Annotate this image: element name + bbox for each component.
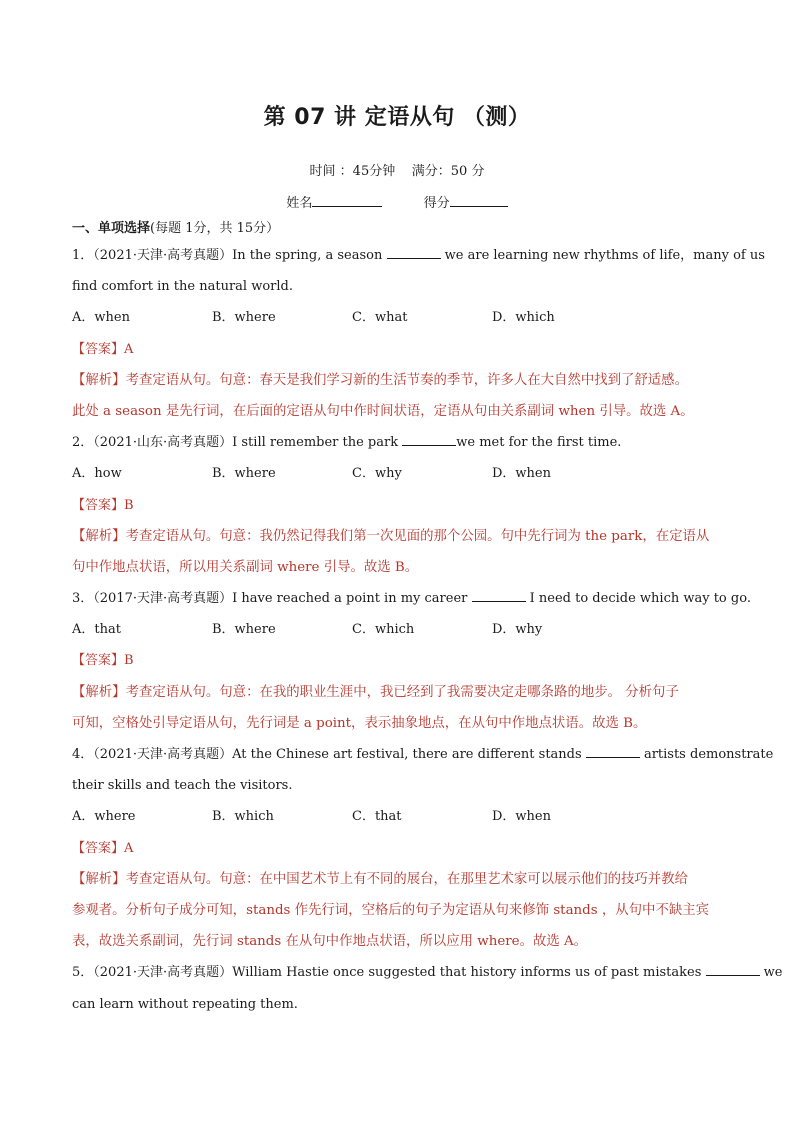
answer-q2: 【答案】B: [72, 497, 134, 513]
answer-q1: 【答案】A: [72, 341, 134, 357]
option-b[interactable]: B．where: [212, 466, 276, 482]
name-score-fields: [72, 192, 722, 211]
option-a[interactable]: A．that: [72, 622, 121, 638]
option-d[interactable]: D．when: [492, 466, 551, 482]
answer-q4: 【答案】A: [72, 840, 134, 856]
answer-blank: [387, 246, 441, 259]
question-2: 2．（2021·山东·高考真题）I still remember the park we met for the first time.: [72, 435, 622, 451]
analysis-q1: 【解析】考查定语从句。句意：春天是我们学习新的生活节奏的季节，许多人在大自然中找到了舒适感。: [72, 372, 688, 388]
name-label: 姓名: [286, 196, 313, 211]
options-q1: [72, 302, 722, 333]
answer-blank: [586, 745, 640, 758]
questions: 一、单项选择(每题 1分，共 15分） 1．（2021·天津·高考真题）In the spring, a season we are learning new rhythms of life，many of us find comfort in the natural world. A．when B．where C．what D．which 【答案】A 【解析】考查定语从句。句意：春天是我们学习新的生活节奏的季节，许多人在大自然中找到了舒适感。 此处 a season 是先行词，在后面的定语从句中作时间状语，定语从句由关系副词 when 引导。故选 A。 2．（2021·山东·高考真题）I still remember the park we met for the first time. A．how B．where C．why D．when 【答案】B 【解析】考查定语从句。句意：我仍然记得我们第一次见面的那个公园。句中先行词为 the park，在定语从 句中作地点状语，所以用关系副词 where 引导。故选 B。 3．（2017·天津·高考真题）I have reached a point in my career I need to decide which way to go. A．that B．where C．which D．why 【答案】B 【解析】考查定语从句。句意：在我的职业生涯中，我已经到了我需要决定走哪条路的地步。 分析句子 可知，空格处引导定语从句，先行词是 a point，表示抽象地点，在从句中作地点状语。故选 B。 4．（2021·天津·高考真题）At the Chinese art festival, there are different stands artists demonstrate their skills and teach the visitors. A．where B．which C．that D．when 【答案】A 【解析】考查定语从句。句意：在中国艺术节上有不同的展台，在那里艺术家可以展示他们的技巧并教给 参观者。分析句子成分可知，stands 作先行词，空格后的句子为定语从句来修饰 stands ，从句中不缺主宾 表，故选关系副词，先行词 stands 在从句中作地点状语，所以应用 where。故选 A。 5．（2021·天津·高考真题）William Hastie once suggested that history informs us of past mistakes we can learn without repeating them.: [72, 218, 722, 1020]
exam-meta: [72, 160, 722, 179]
option-b[interactable]: B．which: [212, 809, 274, 825]
question-4: 4．（2021·天津·高考真题）At the Chinese art festival, there are different stands artists demonstrate: [72, 747, 774, 762]
options-q3: [72, 614, 722, 645]
got-blank[interactable]: [450, 194, 508, 207]
option-c[interactable]: C．that: [352, 809, 402, 825]
score-label: 满分：50 分: [411, 164, 485, 179]
answer-q3: 【答案】B: [72, 653, 134, 669]
option-d[interactable]: D．why: [492, 622, 543, 638]
option-d[interactable]: D．which: [492, 310, 555, 326]
analysis-q3: 【解析】考查定语从句。句意：在我的职业生涯中，我已经到了我需要决定走哪条路的地步。 分析句子: [72, 684, 679, 700]
answer-blank: [706, 963, 760, 976]
question-5: 5．（2021·天津·高考真题）William Hastie once suggested that history informs us of past mistakes we: [72, 965, 783, 981]
option-a[interactable]: A．when: [72, 310, 130, 326]
section-heading: 一、单项选择(每题 1分，共 15分）: [72, 221, 280, 236]
option-c[interactable]: C．what: [352, 310, 408, 326]
name-blank[interactable]: [312, 194, 382, 207]
option-a[interactable]: A．where: [72, 809, 136, 825]
option-c[interactable]: C．why: [352, 466, 402, 482]
page-title: 第 07 讲 定语从句 （测）: [263, 105, 531, 130]
option-d[interactable]: D．when: [492, 809, 551, 825]
time-label: 时间 ：45分钟: [309, 164, 396, 179]
option-a[interactable]: A．how: [72, 466, 122, 482]
got-label: 得分: [423, 196, 450, 211]
answer-blank: [472, 589, 526, 602]
question-1: 1．（2021·天津·高考真题）In the spring, a season we are learning new rhythms of life，many of us: [72, 248, 765, 263]
answer-blank: [402, 433, 456, 446]
analysis-q2: 【解析】考查定语从句。句意：我仍然记得我们第一次见面的那个公园。句中先行词为 the park，在定语从: [72, 528, 710, 544]
options-q2: [72, 458, 722, 489]
option-b[interactable]: B．where: [212, 310, 276, 326]
options-q4: [72, 801, 722, 832]
analysis-q4: 【解析】考查定语从句。句意：在中国艺术节上有不同的展台，在那里艺术家可以展示他们的技巧并教给: [72, 871, 688, 887]
option-b[interactable]: B．where: [212, 622, 276, 638]
question-3: 3．（2017·天津·高考真题）I have reached a point in my career I need to decide which way to go.: [72, 591, 751, 607]
option-c[interactable]: C．which: [352, 622, 415, 638]
